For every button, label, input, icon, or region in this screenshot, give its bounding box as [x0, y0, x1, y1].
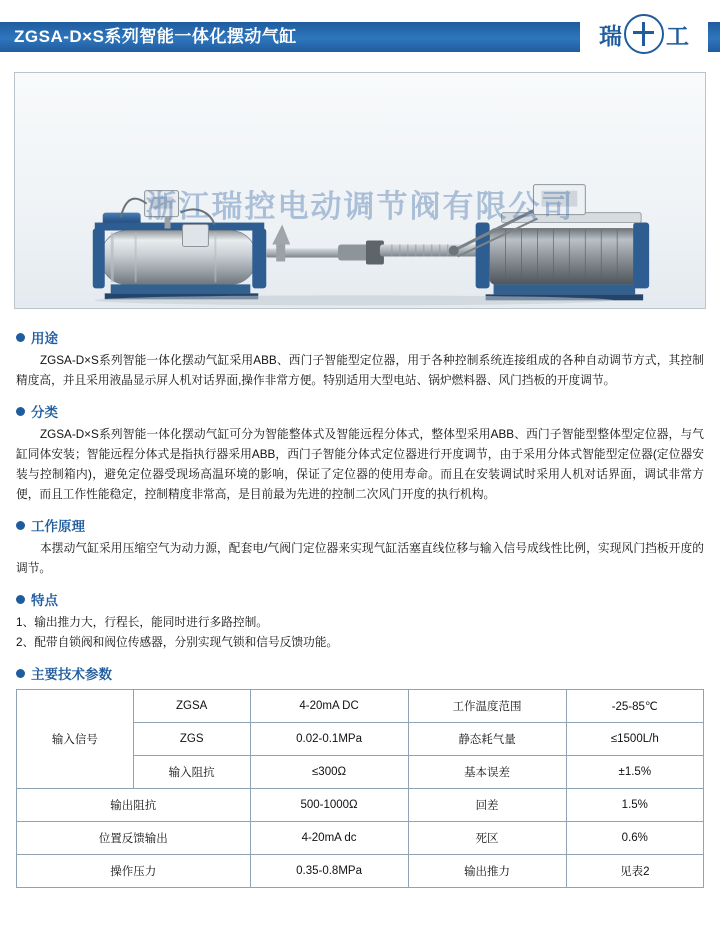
- company-emblem-icon: [624, 14, 664, 54]
- cell-value-2: ≤1500L/h: [566, 723, 703, 756]
- cell-label: ZGSA: [133, 690, 250, 723]
- table-row: [17, 690, 704, 723]
- cell-value: 4-20mA DC: [250, 690, 408, 723]
- cell-value: 500-1000Ω: [250, 789, 408, 822]
- cell-label-2: 工作温度范围: [408, 690, 566, 723]
- section-title: 用途: [31, 331, 58, 346]
- section-heading-purpose: [16, 327, 704, 347]
- cell-label: ZGS: [133, 723, 250, 756]
- cell-value: 0.02-0.1MPa: [250, 723, 408, 756]
- section-paragraph: 本摆动气缸采用压缩空气为动力源，配套电/气阀门定位器来实现气缸活塞直线位移与输入信号成线性比例，实现风门挡板开度的调节。: [16, 542, 704, 575]
- cell-value: 0.35-0.8MPa: [250, 855, 408, 888]
- cell-label-2: 静态耗气量: [408, 723, 566, 756]
- section-heading-working-principle: [16, 515, 704, 535]
- cell-label: 输入阻抗: [133, 756, 250, 789]
- bullet-icon: [16, 407, 25, 416]
- page-title: ZGSA-D×S系列智能一体化摆动气缸: [14, 27, 297, 46]
- bullet-icon: [16, 521, 25, 530]
- table-row: [17, 789, 704, 822]
- cell-value: ≤300Ω: [250, 756, 408, 789]
- cell-value-2: ±1.5%: [566, 756, 703, 789]
- cell-label-2: 基本误差: [408, 756, 566, 789]
- section-heading-classification: [16, 401, 704, 421]
- company-logo: [580, 10, 708, 58]
- cell-group-label: 输入信号: [17, 690, 134, 789]
- table-row: [17, 855, 704, 888]
- cell-value-2: 见表2: [566, 855, 703, 888]
- cell-label-2: 死区: [408, 822, 566, 855]
- table-row: [17, 822, 704, 855]
- cell-label: 位置反馈输出: [17, 822, 251, 855]
- section-heading-features: [16, 589, 704, 609]
- cell-value-2: 1.5%: [566, 789, 703, 822]
- cell-value-2: -25-85℃: [566, 690, 703, 723]
- logo-text-left: 瑞: [599, 23, 622, 50]
- bullet-icon: [16, 595, 25, 604]
- section-heading-main-specs: [16, 663, 704, 683]
- product-photo-frame: [14, 72, 706, 309]
- pneumatic-cylinder-photo: [15, 73, 705, 307]
- bullet-icon: [16, 669, 25, 678]
- section-paragraph: ZGSA-D×S系列智能一体化摆动气缸可分为智能整体式及智能远程分体式，整体型采用ABB、西门子智能型整体型定位器，与气缸同体安装；智能远程分体式是指执行器采用ABB，西门子智能分体式定位器进行开度调节，由于采用分体式智能型定位器(定位器安装与控制箱内)，避免定位器受现场高温环境的影响，保证了定位器的使用寿命。而且在安装调试时采用人机对话界面，调试非常方便，而且工作性能稳定，控制精度非常高，是目前最为先进的控制二次风门开度的执行机构。: [16, 428, 704, 501]
- section-title: 工作原理: [31, 519, 85, 534]
- bullet-icon: [16, 333, 25, 342]
- feature-line: 1、输出推力大，行程长，能同时进行多路控制。: [16, 616, 268, 629]
- document-body: [0, 309, 720, 683]
- specs-table: [16, 689, 704, 888]
- cell-value-2: 0.6%: [566, 822, 703, 855]
- section-title: 分类: [31, 405, 58, 420]
- cell-label: 操作压力: [17, 855, 251, 888]
- cell-label-2: 输出推力: [408, 855, 566, 888]
- specs-table-wrap: [16, 689, 704, 888]
- feature-line: 2、配带自锁阀和阀位传感器，分别实现气锁和信号反馈功能。: [16, 636, 339, 649]
- page-header: [0, 0, 720, 62]
- cell-label-2: 回差: [408, 789, 566, 822]
- section-title: 主要技术参数: [31, 667, 112, 682]
- photo-watermark: 浙江瑞控电动调节阀有限公司: [145, 189, 575, 224]
- logo-text-right: 工: [666, 23, 689, 50]
- section-title: 特点: [31, 593, 58, 608]
- cell-label: 输出阻抗: [17, 789, 251, 822]
- section-paragraph: ZGSA-D×S系列智能一体化摆动气缸采用ABB、西门子智能型定位器，用于各种控制系统连接组成的各种自动调节方式，其控制精度高，并且采用液晶显示屏人机对话界面,操作非常方便。特别适用大型电站、锅炉燃料器、风门挡板的开度调节。: [16, 354, 704, 387]
- cell-value: 4-20mA dc: [250, 822, 408, 855]
